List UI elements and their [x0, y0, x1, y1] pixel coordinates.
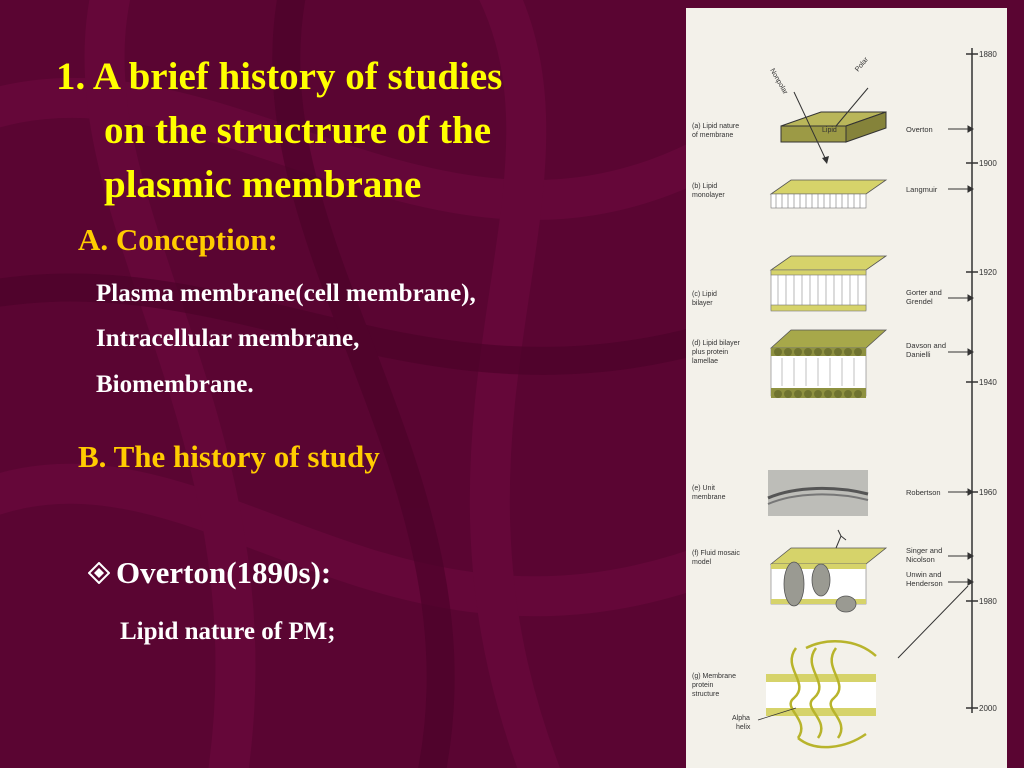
lipid-block-a	[768, 56, 886, 164]
section-b-heading: B. The history of study	[78, 439, 380, 474]
stage-e-label-2: membrane	[692, 494, 726, 501]
researcher-grendel: Grendel	[906, 297, 933, 306]
title-line-3: plasmic membrane	[104, 163, 422, 206]
title-line-1: 1. A brief history of studies	[56, 55, 503, 98]
researcher-davson: Davson and	[906, 341, 947, 350]
lipid-monolayer-b	[771, 180, 886, 208]
overton-detail: Lipid nature of PM;	[120, 618, 336, 645]
alpha-helix-label-1: Alpha	[732, 715, 750, 722]
protein-lamellae-d	[771, 330, 886, 398]
year-1920: 1920	[979, 268, 997, 277]
stage-d-label-1: (d) Lipid bilayer	[692, 340, 740, 347]
researcher-robertson: Robertson	[906, 488, 941, 497]
figure-drawing	[686, 8, 1007, 768]
stage-g-label-1: (g) Membrane	[692, 673, 736, 680]
researcher-henderson: Henderson	[906, 579, 943, 588]
unit-membrane-micrograph-e	[768, 470, 868, 516]
researcher-nicolson: Nicolson	[906, 555, 935, 564]
researcher-singer: Singer and	[906, 546, 943, 555]
section-a-heading: A. Conception:	[78, 222, 278, 257]
conception-line-3: Biomembrane.	[96, 371, 254, 398]
researcher-unwin: Unwin and	[906, 570, 942, 579]
year-1980: 1980	[979, 597, 997, 606]
membrane-history-figure	[686, 8, 1007, 768]
stage-g-label-3: structure	[692, 691, 720, 698]
overton-bullet	[88, 555, 331, 591]
researcher-danielli: Danielli	[906, 350, 931, 359]
stage-d-label-3: lamellae	[692, 358, 719, 365]
researcher-overton: Overton	[906, 125, 933, 134]
overton-bullet-text: Overton(1890s):	[116, 555, 332, 590]
conception-line-2: Intracellular membrane,	[96, 325, 360, 352]
researcher-langmuir: Langmuir	[906, 185, 938, 194]
polar-label: Polar	[854, 56, 871, 74]
year-1880: 1880	[979, 50, 997, 59]
stage-c-label-2: bilayer	[692, 300, 713, 307]
year-1940: 1940	[979, 378, 997, 387]
year-2000: 2000	[979, 704, 997, 713]
lipid-bilayer-c	[771, 256, 886, 311]
year-1960: 1960	[979, 488, 997, 497]
fluid-mosaic-f	[771, 530, 886, 612]
year-1900: 1900	[979, 159, 997, 168]
alpha-helix-label-2: helix	[736, 724, 751, 731]
membrane-protein-g	[732, 641, 876, 747]
stage-b-label-2: monolayer	[692, 192, 725, 199]
diamond-bullet-icon	[88, 562, 110, 584]
stage-d-label-2: plus protein	[692, 349, 729, 356]
stage-b-label-1: (b) Lipid	[692, 183, 718, 190]
stage-f-label-1: (f) Fluid mosaic	[692, 550, 740, 557]
stage-c-label-1: (c) Lipid	[692, 291, 717, 298]
stage-a-label-1: (a) Lipid nature	[692, 123, 740, 130]
stage-g-label-2: protein	[692, 682, 714, 689]
nonpolar-label: Nonpolar	[768, 67, 789, 96]
conception-line-1: Plasma membrane(cell membrane),	[96, 280, 476, 307]
lipid-label: Lipid	[822, 127, 837, 134]
stage-a-label-2: of membrane	[692, 132, 734, 139]
title-line-2: on the structrure of the	[104, 109, 492, 152]
stage-e-label-1: (e) Unit	[692, 485, 715, 492]
researcher-gorter: Gorter and	[906, 288, 942, 297]
slide-title	[56, 50, 676, 212]
stage-f-label-2: model	[692, 559, 712, 566]
